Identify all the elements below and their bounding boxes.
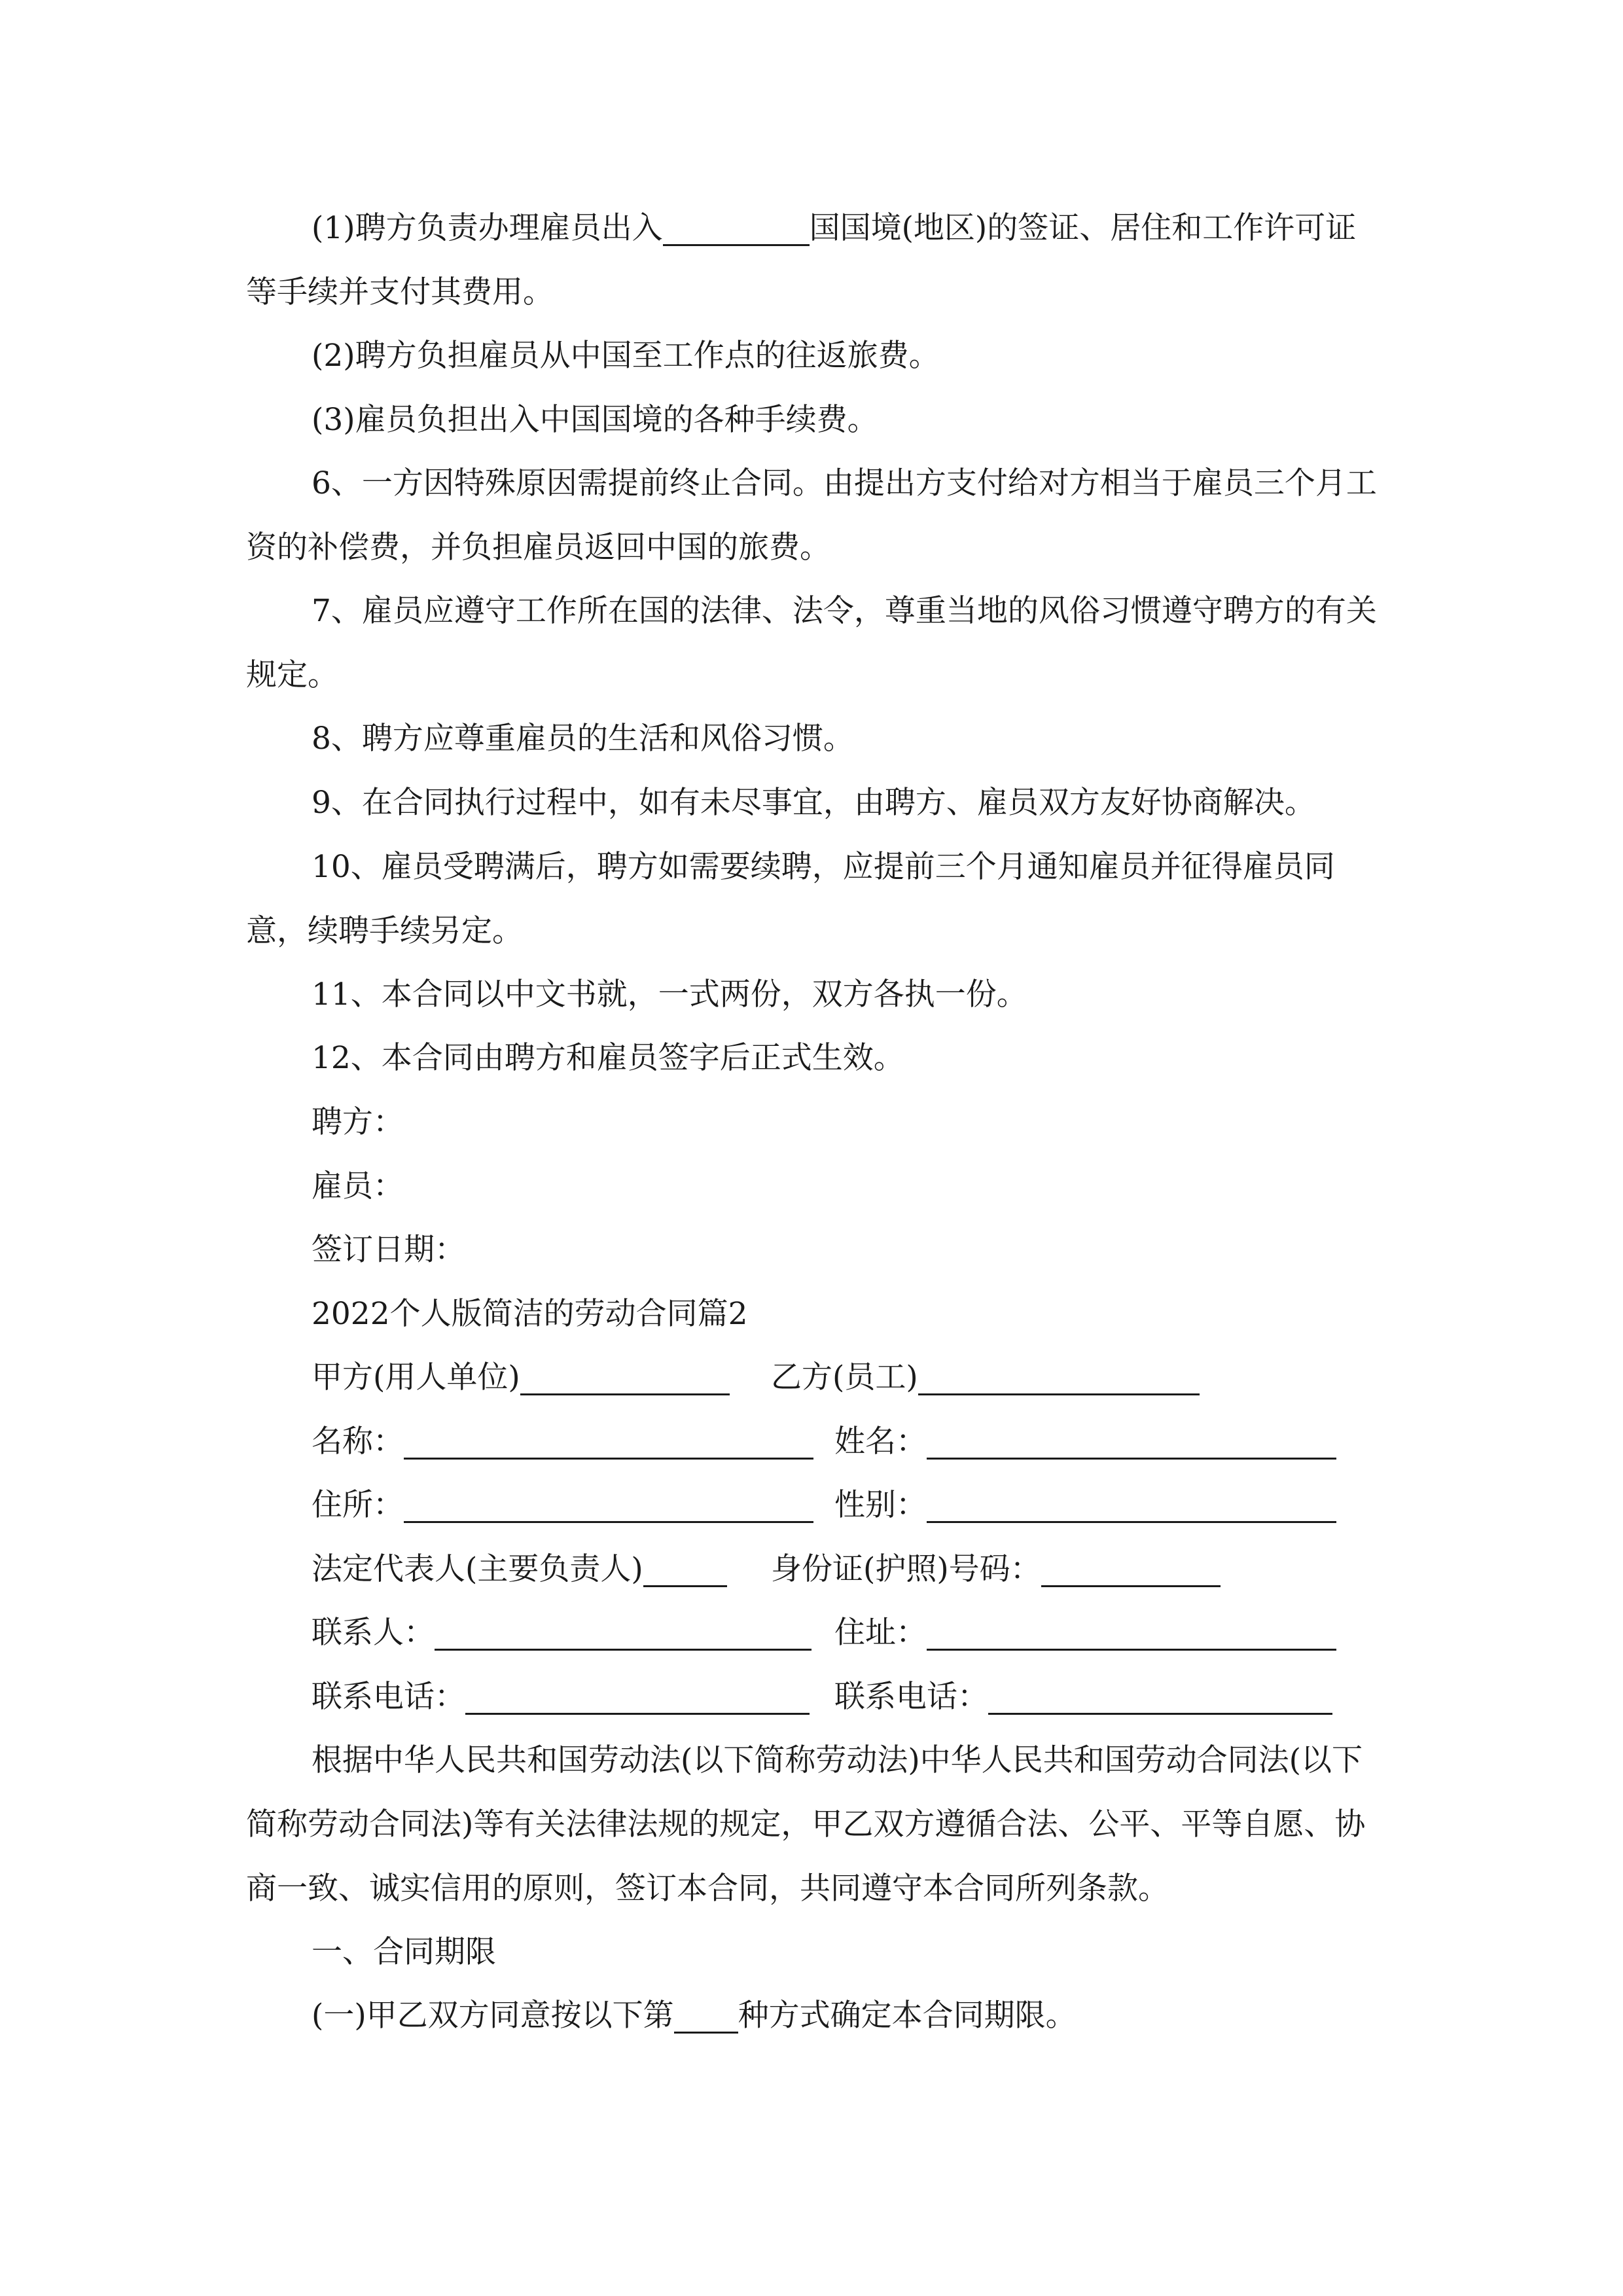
legal-rep-label: 法定代表人(主要负责人)	[312, 1551, 643, 1587]
contact-person-field	[312, 1601, 812, 1665]
item-7: 7、雇员应遵守工作所在国的法律、法令，尊重当地的风俗习惯遵守聘方的有关规定。	[246, 593, 1377, 693]
country-blank	[663, 205, 810, 246]
item-3: (3)雇员负担出入中国国境的各种手续费。	[312, 402, 878, 438]
gender-field	[834, 1473, 1336, 1537]
id-number-label: 身份证(护照)号码：	[771, 1551, 1041, 1587]
clause-1	[312, 1984, 1077, 2048]
gender-blank	[927, 1482, 1336, 1523]
item-10: 10、雇员受聘满后，聘方如需要续聘，应提前三个月通知雇员并征得雇员同意，续聘手续另定。	[246, 849, 1335, 949]
id-number-blank	[1041, 1546, 1221, 1587]
company-address-label: 住所：	[312, 1487, 404, 1523]
item-1-text-a: (1)聘方负责办理雇员出入	[312, 210, 663, 246]
clause-1-blank	[674, 1992, 738, 2034]
signature-date: 签订日期：	[312, 1232, 465, 1268]
preamble: 根据中华人民共和国劳动法(以下简称劳动法)中华人民共和国劳动合同法(以下简称劳动合同法)等有关法律法规的规定，甲乙双方遵循合法、公平、平等自愿、协商一致、诚实信用的原则，签订本合同，共同遵守本合同所列条款。	[246, 1742, 1366, 1907]
phone-a-label: 联系电话：	[312, 1679, 465, 1715]
phone-b-label: 联系电话：	[834, 1679, 988, 1715]
legal-rep-field	[312, 1537, 727, 1602]
company-name-field	[312, 1410, 813, 1474]
clause-1-text-b: 种方式确定本合同期限。	[738, 1998, 1077, 2034]
home-address-label: 住址：	[834, 1615, 927, 1651]
item-11: 11、本合同以中文书就，一式两份，双方各执一份。	[312, 977, 1027, 1013]
id-number-field	[771, 1537, 1221, 1602]
item-6: 6、一方因特殊原因需提前终止合同。由提出方支付给对方相当于雇员三个月工资的补偿费，并负担雇员返回中国的旅费。	[246, 465, 1377, 565]
company-name-blank	[404, 1418, 813, 1460]
legal-rep-blank	[643, 1546, 727, 1587]
party-a-blank	[520, 1354, 730, 1395]
party-b-field	[771, 1346, 1200, 1410]
item-2: (2)聘方负担雇员从中国至工作点的往返旅费。	[312, 338, 940, 374]
item-9: 9、在合同执行过程中，如有未尽事宜，由聘方、雇员双方友好协商解决。	[312, 785, 1315, 821]
person-name-label: 姓名：	[834, 1424, 927, 1460]
party-a-field	[312, 1346, 730, 1410]
contact-person-label: 联系人：	[312, 1615, 435, 1651]
home-address-blank	[927, 1609, 1336, 1651]
heading-contract-term: 一、合同期限	[312, 1934, 496, 1970]
signature-employer: 聘方：	[312, 1104, 404, 1140]
gender-label: 性别：	[834, 1487, 927, 1523]
phone-a-field	[312, 1665, 810, 1729]
item-8: 8、聘方应尊重雇员的生活和风俗习惯。	[312, 721, 854, 757]
phone-b-blank	[988, 1674, 1332, 1715]
company-address-field	[312, 1473, 813, 1537]
party-a-label: 甲方(用人单位)	[312, 1359, 520, 1395]
person-name-blank	[927, 1418, 1336, 1460]
item-1-text-b: 国国境(地区)的签证、居住和工作许可证等手续并支付其费用。	[246, 210, 1357, 310]
person-name-field	[834, 1410, 1336, 1474]
item-12: 12、本合同由聘方和雇员签字后正式生效。	[312, 1040, 904, 1076]
contact-person-blank	[435, 1609, 812, 1651]
section-2-title: 2022个人版简洁的劳动合同篇2	[312, 1296, 748, 1332]
party-b-blank	[918, 1354, 1200, 1395]
company-address-blank	[404, 1482, 813, 1523]
item-1	[246, 196, 1377, 325]
party-b-label: 乙方(员工)	[771, 1359, 918, 1395]
company-name-label: 名称：	[312, 1424, 404, 1460]
phone-a-blank	[465, 1674, 810, 1715]
clause-1-text-a: (一)甲乙双方同意按以下第	[312, 1998, 674, 2034]
phone-b-field	[834, 1665, 1332, 1729]
signature-employee: 雇员：	[312, 1168, 404, 1204]
home-address-field	[834, 1601, 1336, 1665]
